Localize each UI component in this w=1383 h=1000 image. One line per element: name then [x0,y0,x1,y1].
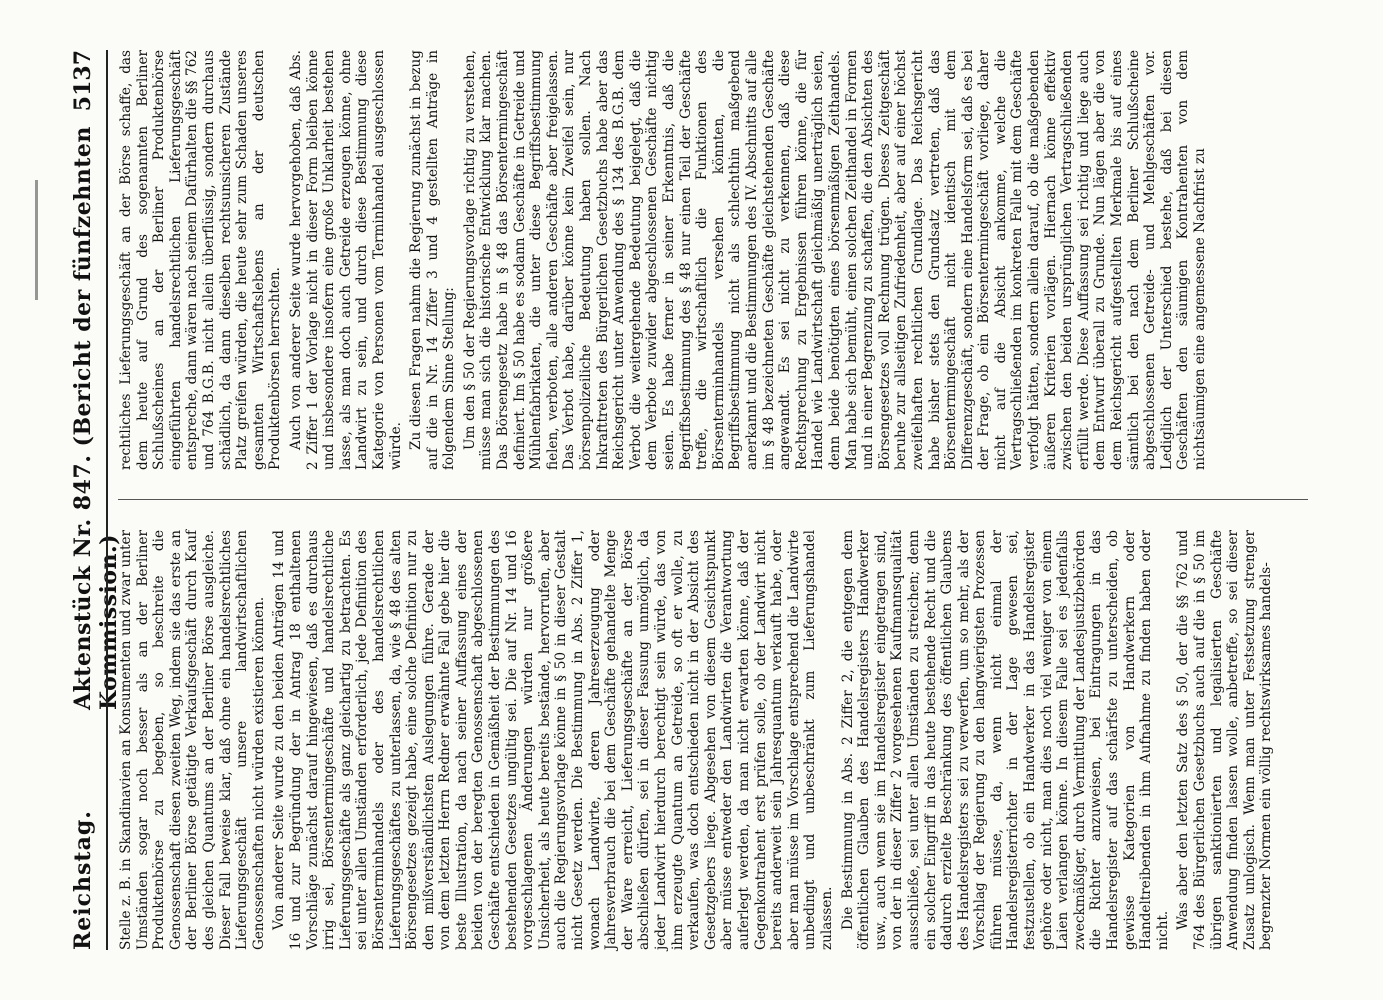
page-number: 5137 [70,50,96,112]
paragraph: Die Bestimmung in Abs. 2 Ziffer 2, die entgegen dem öffentlichen Glauben des Handelsregisters Handwerker usw., auch wenn sie im Handelsregister eingetragen sind, von der in dieser Ziffer 2 vorgesehenen Kaufmannsqualität ausschließe, sei unter allen Umständen zu streichen; denn ein solcher Eingriff in das heute bestehende Recht und die dadurch erzielte Beschränkung des öffentlichen Glaubens des Handelsregisters sei zu verwerfen, um so mehr, als der Vorschlag der Regierung zu den langwierigsten Prozessen führen müsse, da, wenn nicht einmal der Handelsregisterrichter in der Lage gewesen sei, festzustellen, ob ein Handwerker in das Handelsregister gehöre oder nicht, man dies noch viel weniger von einem Laien verlangen könne. In diesem Falle sei es jedenfalls zweckmäßiger, durch Vermittlung der Landesjustizbehörden die Richter anzuweisen, bei Eintragungen in das Handelsregister auf das schärfste zu unterscheiden, ob gewisse Kategorien von Handwerkern oder Handeltreibenden in ihm Aufnahme zu finden haben oder nicht. [839,530,1171,950]
right-column [118,50,1308,470]
header-left: Reichstag. [70,810,96,950]
paragraph: Von anderer Seite wurde zu den beiden Anträgen 14 und 16 und zur Begründung der in Antrag 18 enthaltenen Vorschläge zunächst darauf hingewiesen, daß es durchaus irrig sei, Börsentermingeschäfte und handelsrechtliche Lieferungsgeschäfte als ganz gleichartig zu betrachten. Es sei unter allen Umständen erforderlich, jede Definition des Börsenterminhandels oder des handelsrechtlichen Lieferungsgeschäftes zu unterlassen, da, wie § 48 des alten Börsengesetzes gezeigt habe, eine solche Definition nur zu den mißverständlichsten Auslegungen führe. Gerade der von dem letzten Herrn Redner erwähnte Fall gebe hier die beste Illustration, da nach seiner Auffassung eines der beiden von der beregten Genossenschaft abgeschlossenen Geschäfte entschieden in Gemäßheit der Bestimmungen des bestehenden Gesetzes ungültig sei. Die auf Nr. 14 und 16 vorgeschlagenen Änderungen würden nur größere Unsicherheit, als heute bereits bestände, hervorrufen, aber auch die Regierungsvorlage könne in § 50 in dieser Gestalt nicht Gesetz werden. Die Bestimmung in Abs. 2 Ziffer 1, wonach Landwirte, deren Jahreserzeugung oder Jahresverbrauch die bei dem Geschäfte gehandelte Menge der Ware erreicht, Lieferungsgeschäfte an der Börse abschließen dürfen, sei in dieser Fassung unmöglich, da jeder Landwirt hierdurch berechtigt sein würde, das von ihm erzeugte Quantum an Getreide, so oft er wolle, zu verkaufen, was doch entschieden nicht in der Absicht des Gesetzgebers liege. Abgesehen von diesem Gesichtspunkt aber müsse entweder den Landwirten die Verantwortung auferlegt werden, da man nicht erwarten könne, daß der Gegenkontrahent erst prüfen solle, ob der Landwirt nicht bereits anderweit sein Jahresquantum verkauft habe, oder aber man müsse im Vorschlage entsprechend die Landwirte unbedingt und unbeschränkt zum Lieferungshandel zulassen. [271,530,835,950]
column-divider [118,499,1308,500]
pen-mark [35,180,38,300]
page-content [60,50,1320,950]
paragraph: Stelle z. B. in Skandinavien an Konsumenten und zwar unter Umständen sogar noch besser als an der Berliner Produktenbörse zu begeben, so beschreite die Genossenschaft diesen zweiten Weg, indem sie das erste an der Berliner Börse getätigte Verkaufsgeschäft durch Kauf des gleichen Quantums an der Berliner Börse ausgleiche. Dieser Fall beweise klar, daß ohne ein handelsrechtliches Lieferungsgeschäft unsere landwirtschaftlichen Genossenschaften nicht würden existieren können. [118,530,267,950]
paragraph: Zu diesen Fragen nahm die Regierung zunächst in bezug auf die in Nr. 14 Ziffer 3 und 4 gestellten Anträge in folgendem Sinne Stellung: [408,50,458,470]
left-column [118,530,1308,950]
paragraph: Was aber den letzten Satz des § 50, der die §§ 762 und 764 des Bürgerlichen Gesetzbuchs auch auf die in § 50 im übrigen sanktionierten und legalisierten Geschäfte Anwendung finden lassen wolle, anbetreffe, so sei dieser Zusatz unlogisch. Wenn man unter Festsetzung strenger begrenzter Normen ein völlig rechtswirksames handels- [1175,530,1275,950]
running-head [60,50,122,950]
paragraph: Um den § 50 der Regierungsvorlage richtig zu verstehen, müsse man sich die historische Entwicklung klar machen. Das Börsengesetz habe in § 48 das Börsentermingeschäft definiert. Im § 50 habe es sodann Geschäfte in Getreide und Mühlenfabrikaten, die unter diese Begriffsbestimmung fielen, verboten, alle anderen Geschäfte aber freigelassen. Das Verbot habe, darüber könne kein Zweifel sein, nur börsenpolizeiliche Bedeutung haben sollen. Nach Inkrafttreten des Bürgerlichen Gesetzbuchs habe aber das Reichsgericht unter Anwendung des § 134 des B.G.B. dem Verbot die weitergehende Bedeutung beigelegt, daß die dem Verbote zuwider abgeschlossenen Geschäfte nichtig seien. Es habe ferner in seiner Erkenntnis, daß die Begriffsbestimmung des § 48 nur einen Teil der Geschäfte treffe, die wirtschaftlich die Funktionen des Börsenterminhandels versehen könnten, die Begriffsbestimmung nicht als schlechthin maßgebend anerkannt und die Bestimmungen des IV. Abschnitts auf alle im § 48 bezeichneten Geschäfte gleichstehenden Geschäfte angewandt. Es sei nicht zu verkennen, daß diese Rechtsprechung zu Ergebnissen führen könne, die für Handel wie Landwirtschaft gleichmäßig unerträglich seien, denn beide benötigten eines börsenmäßigen Zeithandels. Man habe sich bemüht, einen solchen Zeithandel in Formen und in einer Begrenzung zu schaffen, die den Absichten des Börsengesetzes voll Rechnung trügen. Dieses Zeitgeschäft beruhe zur allseitigen Zufriedenheit, aber auf einer höchst zweifelhaften rechtlichen Grundlage. Das Reichsgericht habe bisher stets den Grundsatz vertreten, daß das Börsentermingeschäft nicht identisch mit dem Differenzgeschäft, sondern eine Handelsform sei, daß es bei der Frage, ob ein Börsentermingeschäft vorliege, daher nicht auf die Absicht ankomme, welche die Vertragschließenden im konkreten Falle mit dem Geschäfte verfolgt hätten, sondern allein darauf, ob die maßgebenden äußeren Kriterien vorlägen. Hiernach könne effektiv zwischen den beiden ursprünglichen Vertragschließenden erfüllt werde. Diese Auffassung sei richtig und liege auch dem Entwurf überall zu Grunde. Nun lägen aber die von dem Reichsgericht aufgestellten Merkmale bis auf eines sämtlich bei den nach dem Berliner Schlußscheine abgeschlossenen Getreide- und Mehlgeschäften vor. Lediglich der Unterschied bestehe, daß bei diesen Geschäften den säumigen Kontrahenten von dem nichtsäumigen eine angemessene Nachfrist zu [461,50,1208,470]
header-title: Aktenstück Nr. 847. (Bericht der fünfzehnten Kommission.) [70,126,122,710]
header-rule [106,50,108,950]
paragraph: Auch von anderer Seite wurde hervorgehoben, daß Abs. 2 Ziffer 1 der Vorlage nicht in dieser Form bleiben könne und insbesondere insofern eine große Unklarheit bestehen lasse, als man doch auch Getreide erzeugen könne, ohne Landwirt zu sein, und durch diese Bestimmung diese Kategorie von Personen vom Terminhandel ausgeschlossen würde. [287,50,404,470]
paragraph: rechtliches Lieferungsgeschäft an der Börse schaffe, das dem heute auf Grund des sogenannten Berliner Schlußscheines an der Berliner Produktenbörse eingeführten handelsrechtlichen Lieferungsgeschäft entspreche, dann wären nach seinem Dafürhalten die §§ 762 und 764 B.G.B. nicht allein überflüssig, sondern durchaus schädlich, da dann dieselben rechtsunsicheren Zustände Platz greifen würden, die heute sehr zum Schaden unseres gesamten Wirtschaftslebens an der deutschen Produktenbörsen herrschten. [118,50,284,470]
